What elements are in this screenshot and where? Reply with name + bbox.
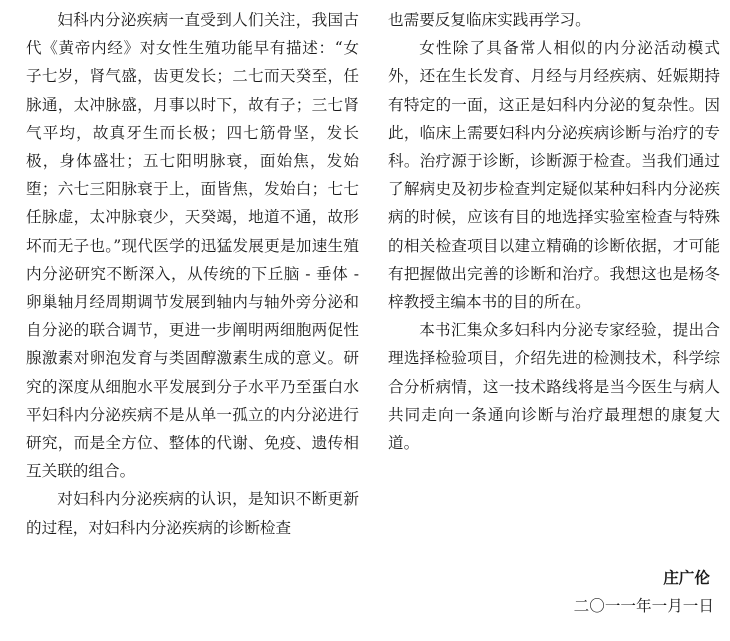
paragraph-classical-background: 妇科内分泌疾病一直受到人们关注，我国古代《黄帝内经》对女性生殖功能早有描述：“女子七岁，肾气盛，齿更发长；二七而天癸至，任脉通，太冲脉盛，月事以时下，故有子；三七肾气平均，故真牙生而长极；四七筋骨坚，发长极，身体盛壮；五七阳明脉衰，面始焦，发始堕；六七三阳脉衰于上，面皆焦，发始白；七七任脉虚，太冲脉衰少，天癸竭，地道不通，故形坏而无子也。”现代医学的迅猛发展更是加速生殖内分泌研究不断深入，从传统的下丘脑 - 垂体 - 卵巢轴月经周期调节发展到轴内与轴外旁分泌和自分泌的联合调节，更进一步阐明两细胞两促性腺激素对卵泡发育与类固醇激素生成的意义。研究的深度从细胞水平发展到分子水平乃至蛋白水平妇科内分泌疾病不是从单一孤立的内分泌进行研究，而是全方位、整体的代谢、免疫、遗传相互关联的组合。 bbox=[26, 11, 359, 481]
paragraph-female-endocrine: 女性除了具备常人相似的内分泌活动模式外，还在生长发育、月经与月经疾病、妊娠期持有特定的一面，这正是妇科内分泌的复杂性。因此，临床上需要妇科内分泌疾病诊断与治疗的专科。治疗源于诊断，诊断源于检查。当我们通过了解病史及初步检查判定疑似某种妇科内分泌疾病的时候，应该有目的地选择实验室检查与特殊的相关检查项目以建立精确的诊断依据，才可能有把握做出完善的诊断和治疗。我想这也是杨冬梓教授主编本书的目的所在。 bbox=[388, 39, 720, 312]
paragraph-continuation: 也需要反复临床实践再学习。 bbox=[388, 11, 591, 29]
author-name: 庄广伦 bbox=[663, 569, 710, 587]
signature-date: 二〇一一年一月一日 bbox=[573, 597, 714, 615]
right-column bbox=[388, 6, 720, 457]
paragraph-diagnosis-knowledge: 对妇科内分泌疾病的认识，是知识不断更新的过程，对妇科内分泌疾病的诊断检查 bbox=[26, 490, 359, 537]
left-column bbox=[26, 6, 359, 542]
paragraph-book-summary: 本书汇集众多妇科内分泌专家经验，提出合理选择检验项目，介绍先进的检测技术，科学综合分析病情，这一技术路线将是当今医生与病人共同走向一条通向诊断与治疗最理想的康复大道。 bbox=[388, 321, 720, 453]
